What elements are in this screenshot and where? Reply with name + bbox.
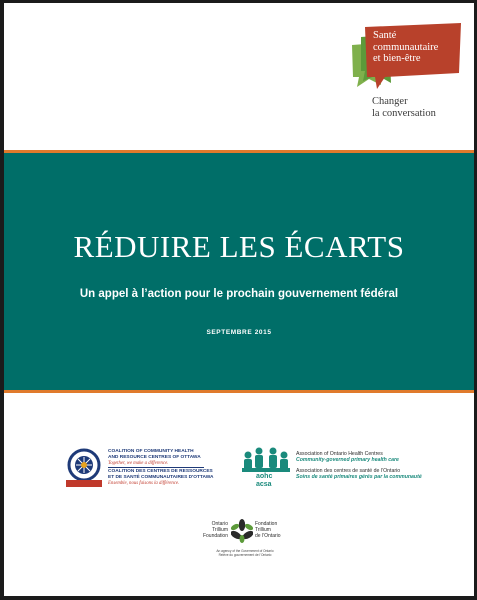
trillium-en-line: Ontario — [211, 521, 228, 527]
aohc-en-tagline: Community-governed primary health care — [296, 457, 399, 464]
bubble-line: communautaire — [373, 41, 439, 53]
trillium-name-fr — [255, 521, 285, 539]
tagline-line: la conversation — [372, 107, 436, 119]
community-health-wellbeing-logo — [349, 23, 464, 123]
agency-line: An agency of the Government of Ontario — [216, 549, 274, 553]
agency-line: Relève du gouvernement de l’Ontario — [218, 553, 272, 557]
trillium-fr-line: de l’Ontario — [255, 533, 281, 539]
coalition-fr-line: ET DE SANTÉ COMMUNAUTAIRES D'OTTAWA — [108, 475, 214, 481]
coalition-fr-line: COALITION DES CENTRES DE RESSOURCES — [108, 469, 213, 475]
trillium-en-line: Trillium — [212, 527, 228, 533]
trillium-agency-note — [200, 549, 290, 557]
coalition-emblem-icon — [64, 447, 104, 491]
bubble-line: et bien-être — [373, 53, 421, 64]
trillium-flower-icon — [231, 519, 253, 543]
aohc-emblem-label-top: aohc — [256, 473, 273, 480]
aohc-logo — [240, 446, 440, 496]
logo-tagline — [372, 96, 436, 119]
trillium-fr-line: Trillium — [255, 527, 271, 533]
trillium-en-line: Foundation — [202, 533, 228, 539]
report-date: SEPTEMBRE 2015 — [206, 329, 272, 336]
trillium-foundation-logo — [200, 519, 290, 569]
coalition-en-line: COALITION OF COMMUNITY HEALTH — [108, 449, 194, 454]
bubble-text — [373, 30, 463, 65]
coalition-ottawa-logo — [64, 447, 214, 497]
coalition-fr-motto: Ensemble, nous faisons la différence. — [108, 480, 180, 486]
orange-rule-bottom — [4, 390, 474, 393]
report-title: RÉDUIRE LES ÉCARTS — [73, 229, 405, 264]
coalition-en-line: AND RESOURCE CENTRES OF OTTAWA — [108, 454, 201, 460]
aohc-text — [296, 451, 446, 481]
trillium-name-en — [200, 521, 228, 539]
bubble-line: Santé — [373, 30, 397, 41]
tagline-line: Changer — [372, 96, 408, 107]
coalition-en-motto: Together, we make a difference. — [108, 460, 169, 466]
aohc-fr-name: Association des centres de santé de l’Ontario — [296, 467, 401, 474]
report-subtitle: Un appel à l’action pour le prochain gouvernement fédéral — [79, 288, 399, 300]
aohc-emblem-label-bottom: acsa — [256, 481, 272, 488]
title-band — [4, 153, 474, 390]
aohc-en-name: Association of Ontario Health Centres — [296, 451, 383, 457]
trillium-fr-line: Fondation — [255, 521, 278, 527]
coalition-text — [108, 449, 218, 487]
aohc-fr-tagline: Soins de santé primaires gérés par la communauté — [296, 474, 422, 481]
